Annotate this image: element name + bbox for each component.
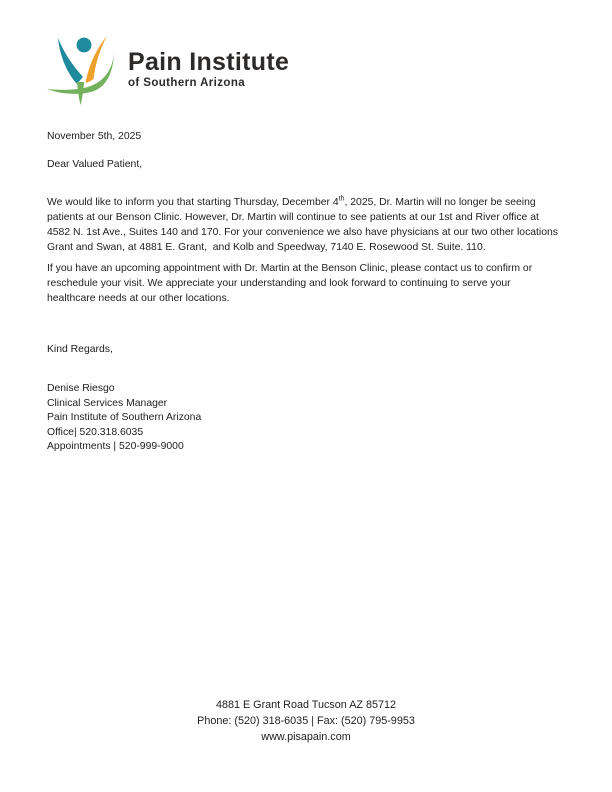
letter-date: November 5th, 2025: [47, 131, 142, 142]
paragraph-line: Grant and Swan, at 4881 E. Grant, and Kolb and Speedway, 7140 E. Rosewood St. Suite. 110.: [47, 242, 486, 253]
signature-block: [47, 382, 201, 455]
company-logo: [44, 26, 289, 106]
letter-footer: [0, 697, 612, 745]
signature-organization: Pain Institute of Southern Arizona: [47, 412, 202, 424]
paragraph-line: We would like to inform you that starting Thursday, December 4th, 2025, Dr. Martin will no longer be seeing: [47, 195, 536, 208]
footer-phone-fax: Phone: (520) 318-6035 | Fax: (520) 795-9953: [197, 715, 415, 727]
paragraph-line: 4582 N. 1st Ave., Suites 140 and 170. For your convenience we also have physicians at our two other locations: [47, 227, 558, 238]
paragraph-line: reschedule your visit. We appreciate your understanding and look forward to continuing to serve your: [47, 278, 511, 289]
paragraph-appointment-info: [47, 261, 587, 306]
signature-office-phone: Office| 520.318.6035: [47, 426, 144, 438]
brand-name: Pain Institute: [128, 48, 290, 76]
footer-address: 4881 E Grant Road Tucson AZ 85712: [215, 699, 397, 711]
paragraph-line: healthcare needs at our other locations.: [47, 293, 230, 304]
signature-appointments-phone: Appointments | 520-999-9000: [47, 441, 184, 453]
logo-head-shape: [77, 38, 92, 53]
signature-title: Clinical Services Manager: [47, 397, 168, 409]
paragraph-line: If you have an upcoming appointment with Dr. Martin at the Benson Clinic, please contact us to confirm or: [47, 263, 533, 274]
salutation: Dear Valued Patient,: [47, 159, 143, 170]
closing-salutation: Kind Regards,: [47, 344, 113, 355]
paragraph-line: patients at our Benson Clinic. However, Dr. Martin will continue to see patients at our 1st and River office at: [47, 212, 539, 223]
signature-name: Denise Riesgo: [47, 383, 115, 394]
person-swoosh-logo-icon: [44, 26, 124, 106]
footer-website: www.pisapain.com: [261, 731, 351, 743]
paragraph-announcement: [47, 195, 587, 255]
ordinal-superscript: th: [338, 195, 345, 203]
brand-tagline: of Southern Arizona: [128, 77, 246, 89]
